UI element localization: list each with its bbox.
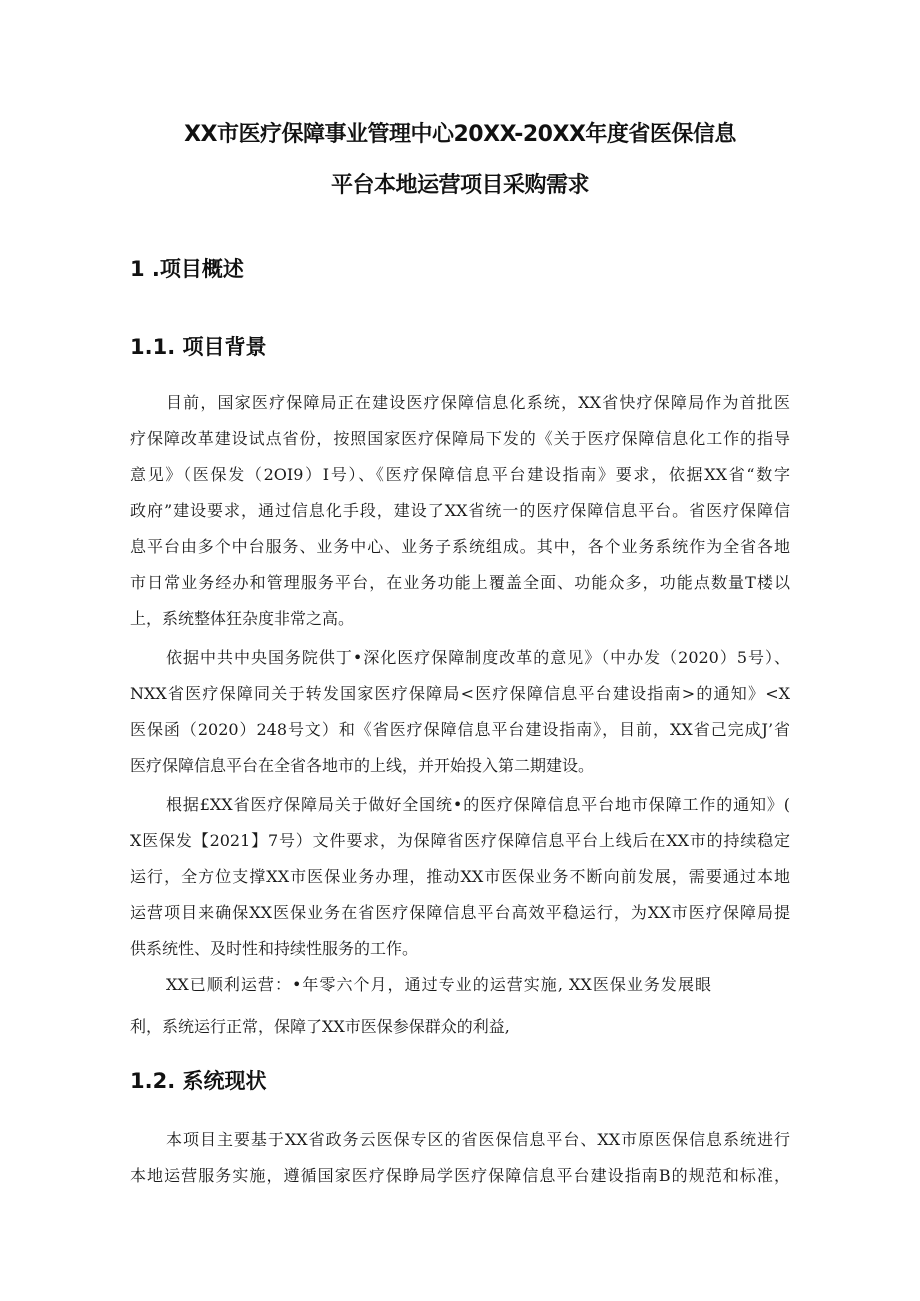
- paragraph-5-line: 本地运营服务实施，遵循国家医疗保睁局学医疗保障信息平台建设指南B的规范和标准，: [130, 1166, 790, 1185]
- paragraph-4-line: 利，系统运行正常，保障了XX市医保参保群众的利益,: [130, 1017, 510, 1036]
- paragraph-2-line: NXX省医疗保障同关于转发国家医疗保障局<医疗保障信息平台建设指南>的通知》<X: [130, 684, 790, 703]
- paragraph-1-line: 息平台由多个中台服务、业务中心、业务子系统组成。其中，各个业务系统作为全省各地: [130, 537, 790, 556]
- paragraph-3-line: 供系统性、及时性和持续性服务的工作。: [130, 939, 419, 958]
- paragraph-5-line: 本项目主要基于XX省政务云医保专区的省医保信息平台、XX市原医保信息系统进行: [166, 1130, 790, 1149]
- paragraph-3-line: 运行，全方位支撑XX市医保业务办理，推动XX市医保业务不断向前发展，需要通过本地: [130, 867, 790, 886]
- paragraph-1-line: 市日常业务经办和管理服务平台，在业务功能上覆盖全面、功能众多，功能点数量T楼以: [130, 573, 790, 592]
- section-heading-background: 1.1. 项目背景: [130, 335, 267, 359]
- section-heading-system-status: 1.2. 系统现状: [130, 1069, 267, 1093]
- document-title-line-1: XX市医疗保障事业管理中心20XX-20XX年度省医保信息: [184, 122, 736, 147]
- section-heading-overview: 1 .项目概述: [130, 257, 244, 281]
- paragraph-1-line: 意见》（医保发（2OI9）I号）、《医疗保障信息平台建设指南》要求，依据XX省“数字: [130, 465, 790, 484]
- document-title-line-2: 平台本地运营项目采购需求: [330, 173, 589, 198]
- paragraph-3-line: 根据£XX省医疗保障局关于做好全国统•的医疗保障信息平台地市保障工作的通知》(: [166, 795, 790, 814]
- paragraph-1-line: 政府”建设要求，通过信息化手段，建设了XX省统一的医疗保障信息平台。省医疗保障信: [130, 501, 790, 520]
- paragraph-3-line: X医保发【2021】7号）文件要求，为保障省医疗保障信息平台上线后在XX市的持续稳定: [130, 831, 790, 850]
- paragraph-1-line: 疗保障改革建设试点省份，按照国家医疗保障局下发的《关于医疗保障信息化工作的指导: [130, 429, 790, 448]
- paragraph-1-line: 目前，国家医疗保障局正在建设医疗保障信息化系统，XX省快疗保障局作为首批医: [166, 393, 790, 412]
- paragraph-4-line: XX已顺利运营：•年零六个月，通过专业的运营实施, XX医保业务发展眼: [166, 975, 711, 994]
- paragraph-3-line: 运营项目来确保XX医保业务在省医疗保障信息平台高效平稳运行，为XX市医疗保障局提: [130, 903, 790, 922]
- paragraph-2-line: 依据中共中央国务院供丁•深化医疗保障制度改革的意见》（中办发（2020）5号）、: [166, 648, 790, 667]
- paragraph-2-line: 医疗保障信息平台在全省各地市的上线，并开始投入第二期建设。: [130, 756, 595, 775]
- paragraph-1-line: 上，系统整体狂杂度非常之高。: [130, 609, 355, 628]
- paragraph-2-line: 医保函（2020）248号文）和《省医疗保障信息平台建设指南》，目前，XX省己完成J’省: [130, 720, 790, 739]
